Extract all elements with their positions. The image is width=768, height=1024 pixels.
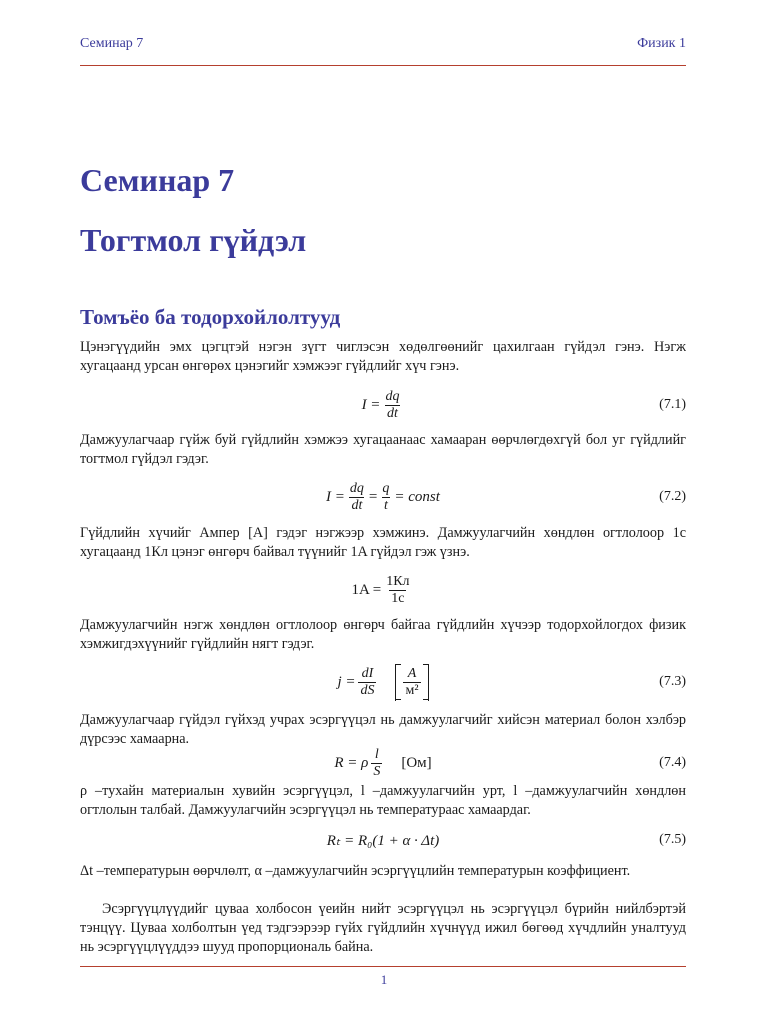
eq2-denominator-2: t — [383, 497, 388, 513]
eq4-unit-denominator: м² — [405, 682, 419, 698]
equation-ampere — [80, 570, 686, 610]
eq2-lhs: I = — [326, 488, 345, 505]
header-rule — [80, 65, 686, 66]
eq3-numerator: 1Кл — [386, 573, 410, 589]
eq2-rhs: = const — [394, 488, 440, 505]
paragraph-ampere: Гүйдлийн хүчийг Ампер [A] гэдэг нэгжээр хэмжинэ. Дамжуулагчийн хөндлөн огтлолоор 1с хугацаанд 1Кл цэнэг өнгөрч байвал түүнийг 1A гүйдэл гэж үзнэ. — [80, 525, 686, 560]
eq2-numerator-2: q — [382, 480, 390, 496]
paragraph-resistivity: ρ –тухайн материалын хувийн эсэргүүцэл, l –дамжуулагчийн урт, l –дамжуулагчийн хөндлөн огтлолын талбай. Дамжуулагчийн эсэргүүцэл нь температураас хамаардаг. — [80, 783, 686, 818]
eq2-equals: = — [368, 488, 378, 505]
eq5-fraction — [371, 747, 382, 780]
eq1-lhs: I = — [361, 396, 381, 413]
paragraph-current-density: Дамжуулагчийн нэгж хөндлөн огтлолоор өнгөрч байгаа гүйдлийн хүчээр тодорхойлогдох физик хэмжигдэхүүнийг гүйдлийн нягт гэдэг. — [80, 617, 686, 652]
running-header-left: Семинар 7 — [80, 36, 144, 51]
eq3-lhs: 1A = — [351, 581, 382, 598]
chapter-number: Семинар 7 — [80, 162, 235, 198]
eq4-lhs: j = — [337, 673, 356, 690]
eq4-unit-numerator: A — [407, 665, 417, 681]
eq2-denominator-1: dt — [351, 497, 363, 513]
eq5-label: (7.4) — [659, 755, 686, 770]
running-header-right: Физик 1 — [637, 36, 686, 51]
eq2-fraction-2 — [380, 481, 391, 514]
eq1-label: (7.1) — [659, 397, 686, 412]
eq1-denominator: dt — [386, 405, 398, 421]
equation-7-1 — [80, 385, 686, 425]
eq2-numerator-1: dq — [349, 480, 364, 496]
paragraph-direct-current: Дамжуулагчаар гүйж буй гүйдлийн хэмжээ хугацаанаас хамааран өөрчлөгдөхгүй бол уг гүйдлийг тогтмол гүйдэл гэдэг. — [80, 432, 686, 467]
paragraph-series: Эсэргүүцлүүдийг цуваа холбосон үеийн нийт эсэргүүцэл нь эсэргүүцэл бүрийн нийлбэртэй тэнцүү. Цуваа холболтын үед тэдгээрээр гүйх гүйдлийн хүчнүүд ижил бөгөөд хүчдлийн уналтууд нь эсэргүүцлүүддээ шууд пропорциональ байна. — [80, 901, 686, 955]
eq3-fraction — [384, 574, 411, 607]
eq1-numerator: dq — [385, 388, 400, 404]
eq6-label: (7.5) — [659, 832, 686, 847]
equation-7-3 — [80, 662, 686, 702]
paragraph-resistance: Дамжуулагчаар гүйдэл гүйхэд учрах эсэргүүцэл нь дамжуулагчийг хийсэн материал болон хэлбэр дүрсээс хамаарна. — [80, 712, 686, 747]
eq4-unit-bracket — [395, 664, 428, 701]
equation-7-4 — [80, 743, 686, 783]
eq6-body: Rₜ = R₀(1 + α · Δt) — [326, 832, 440, 849]
eq5-denominator: S — [373, 763, 381, 779]
chapter-title: Тогтмол гүйдэл — [80, 222, 307, 258]
eq5-unit: [Ом] — [401, 754, 432, 771]
section-title: Томъёо ба тодорхойлолтууд — [80, 305, 341, 329]
eq4-fraction — [358, 666, 376, 699]
paragraph-temperature: Δt –температурын өөрчлөлт, α –дамжуулагчийн эсэргүүцлийн температурын коэффициент. — [80, 863, 631, 879]
page-number: 1 — [380, 972, 388, 987]
eq1-fraction — [383, 389, 401, 422]
paragraph-current-definition: Цэнэгүүдийн эмх цэгцтэй нэгэн зүгт чиглэсэн хөдөлгөөнийг цахилгаан гүйдэл гэнэ. Нэгж хугацаанд урсан өнгөрөх цэнэгийг хэмжээг гүйдлийг хүч гэнэ. — [80, 339, 686, 374]
eq4-numerator: dI — [361, 665, 374, 681]
eq2-label: (7.2) — [659, 489, 686, 504]
eq2-fraction-1 — [348, 481, 366, 514]
eq4-unit-fraction — [403, 666, 420, 699]
eq4-denominator: dS — [360, 682, 375, 698]
eq5-lhs: R = ρ — [334, 754, 369, 771]
footer-rule — [80, 966, 686, 967]
eq5-numerator: l — [374, 746, 379, 762]
eq3-denominator: 1с — [391, 590, 405, 606]
eq4-label: (7.3) — [659, 674, 686, 689]
equation-7-2 — [80, 477, 686, 517]
equation-7-5 — [80, 820, 686, 860]
